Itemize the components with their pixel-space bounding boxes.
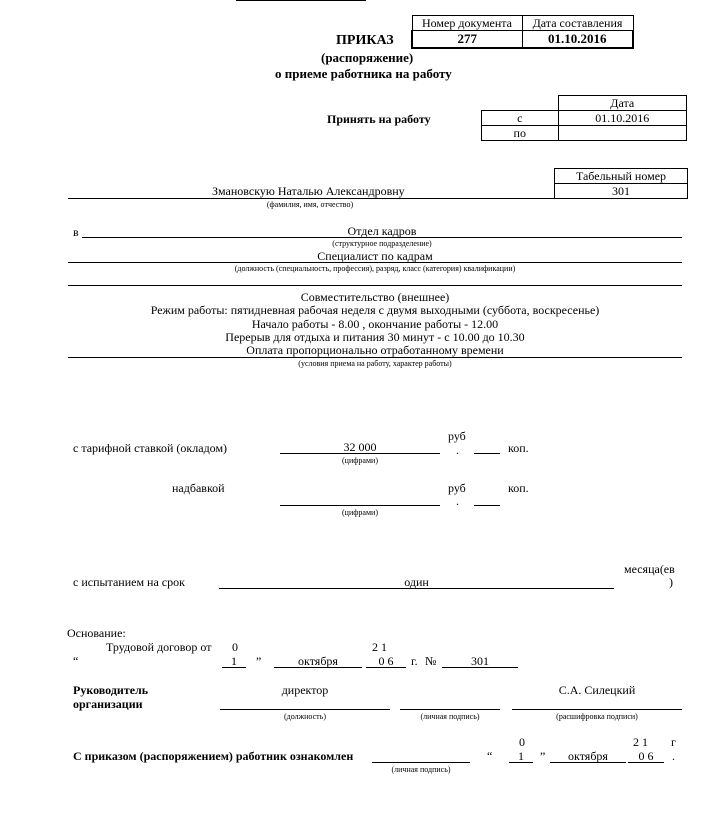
salary-amount-line: [280, 453, 440, 454]
doc-header-table: [411, 15, 634, 49]
contract-number-sign: №: [425, 654, 437, 668]
hire-dates-table: [481, 95, 687, 141]
head-signature-line: [400, 709, 500, 710]
salary-dot: .: [456, 443, 459, 457]
contract-day-top: 0: [232, 640, 238, 654]
order-subject: о приеме работника на работу: [275, 66, 452, 81]
ack-signature-caption: (личная подпись): [391, 765, 451, 774]
contract-month-line: [274, 667, 362, 668]
tab-number: 301: [555, 184, 688, 199]
ack-quote-close: ”: [540, 749, 546, 763]
head-name-line: [512, 709, 682, 710]
hire-to-label: по: [482, 126, 559, 141]
hire-from-date: 01.10.2016: [558, 111, 687, 126]
top-edge-line: [236, 0, 366, 1]
bonus-rub-label: руб: [448, 481, 466, 495]
contract-label: Трудовой договор от: [106, 640, 212, 654]
conditions-line: [68, 357, 682, 358]
condition-line-2: Режим работы: пятидневная рабочая неделя с двумя выходными (суббота, воскресенье): [150, 303, 600, 317]
salary-caption: (цифрами): [342, 456, 378, 465]
head-name: С.А. Силецкий: [558, 683, 636, 697]
hire-label: Принять на работу: [327, 112, 431, 126]
employee-name: Змановскую Наталью Александровну: [212, 184, 405, 198]
position-line: [68, 262, 682, 263]
condition-line-4: Перерыв для отдыха и питания 30 минут - с 10.00 до 10.30: [225, 330, 525, 344]
contract-day: 1: [231, 654, 237, 668]
contract-year-suffix: г.: [411, 654, 418, 668]
tab-number-label: Табельный номер: [555, 169, 688, 184]
condition-line-1: Совместительство (внешнее): [300, 290, 450, 304]
contract-quote-open: “: [73, 654, 79, 668]
contract-number-line: [442, 667, 518, 668]
order-subtitle: (распоряжение): [321, 50, 414, 65]
employee-name-caption: (фамилия, имя, отчество): [266, 200, 354, 209]
hire-date-header: Дата: [558, 96, 687, 111]
condition-line-3: Начало работы - 8.00 , окончание работы - 12.00: [251, 317, 499, 331]
bonus-dot: .: [456, 494, 459, 508]
probation-unit-2: ): [669, 575, 673, 589]
basis-label: Основание:: [67, 626, 126, 640]
ack-year-suffix-top: г: [671, 735, 676, 749]
ack-signature-line: [372, 762, 470, 763]
salary-kop-line: [474, 453, 500, 454]
probation-value: один: [404, 575, 429, 589]
ack-year-suffix: .: [672, 749, 675, 763]
contract-number: 301: [471, 654, 489, 668]
contract-quote-close: ”: [256, 654, 262, 668]
ack-month: октября: [568, 749, 608, 763]
hire-to-date: [558, 126, 687, 141]
contract-day-line: [222, 667, 246, 668]
doc-date-label: Дата составления: [522, 16, 633, 31]
bonus-caption: (цифрами): [342, 508, 378, 517]
head-position: директор: [281, 683, 329, 697]
bonus-kop-label: коп.: [508, 481, 529, 495]
doc-number: 277: [412, 31, 522, 48]
bonus-label: надбавкой: [172, 481, 225, 495]
order-title: ПРИКАЗ: [336, 33, 394, 48]
conditions-caption: (условия приема на работу, характер работы): [298, 359, 452, 368]
bonus-amount-line: [280, 505, 440, 506]
head-label-1: Руководитель: [73, 683, 149, 697]
head-position-line: [220, 709, 390, 710]
head-name-caption: (расшифровка подписи): [556, 712, 638, 721]
head-label-2: организации: [73, 697, 143, 711]
ack-year-line: [628, 762, 664, 763]
doc-date: 01.10.2016: [522, 31, 633, 48]
salary-kop-label: коп.: [508, 441, 529, 455]
condition-line-5: Оплата пропорционально отработанному времени: [246, 343, 504, 357]
ack-quote-open: “: [487, 749, 493, 763]
contract-month: октября: [298, 654, 338, 668]
salary-label: с тарифной ставкой (окладом): [73, 441, 228, 455]
ack-year-top: 2 1: [633, 735, 648, 749]
contract-year-line: [366, 667, 406, 668]
extra-line: [68, 285, 682, 286]
hire-from-label: с: [482, 111, 559, 126]
salary-rub-label: руб: [448, 429, 466, 443]
ack-month-line: [550, 762, 626, 763]
contract-year: 0 6: [378, 654, 394, 668]
employee-name-line: [68, 198, 555, 199]
position-caption: (должность (специальность, профессия), разряд, класс (категория) квалификации): [234, 264, 516, 273]
bonus-kop-line: [474, 505, 500, 506]
probation-line: [219, 588, 614, 589]
ack-day: 1: [518, 749, 524, 763]
position-name: Специалист по кадрам: [317, 249, 433, 263]
probation-unit-1: месяца(ев: [624, 562, 675, 576]
department-caption: (структурное подразделение): [332, 239, 432, 248]
ack-label: С приказом (распоряжением) работник ознакомлен: [73, 749, 354, 763]
salary-amount: 32 000: [343, 440, 377, 454]
department-line: [82, 237, 682, 238]
department-name: Отдел кадров: [347, 224, 417, 238]
doc-number-label: Номер документа: [412, 16, 522, 31]
tab-number-table: [554, 168, 688, 199]
ack-day-top: 0: [519, 735, 525, 749]
contract-year-top: 2 1: [372, 640, 387, 654]
ack-year: 0 6: [638, 749, 654, 763]
ack-day-line: [509, 762, 533, 763]
head-signature-caption: (личная подпись): [420, 712, 480, 721]
head-position-caption: (должность): [284, 712, 326, 721]
hire-dates-empty-cell: [482, 96, 559, 111]
department-prefix: в: [73, 225, 79, 239]
probation-label: с испытанием на срок: [73, 575, 185, 589]
